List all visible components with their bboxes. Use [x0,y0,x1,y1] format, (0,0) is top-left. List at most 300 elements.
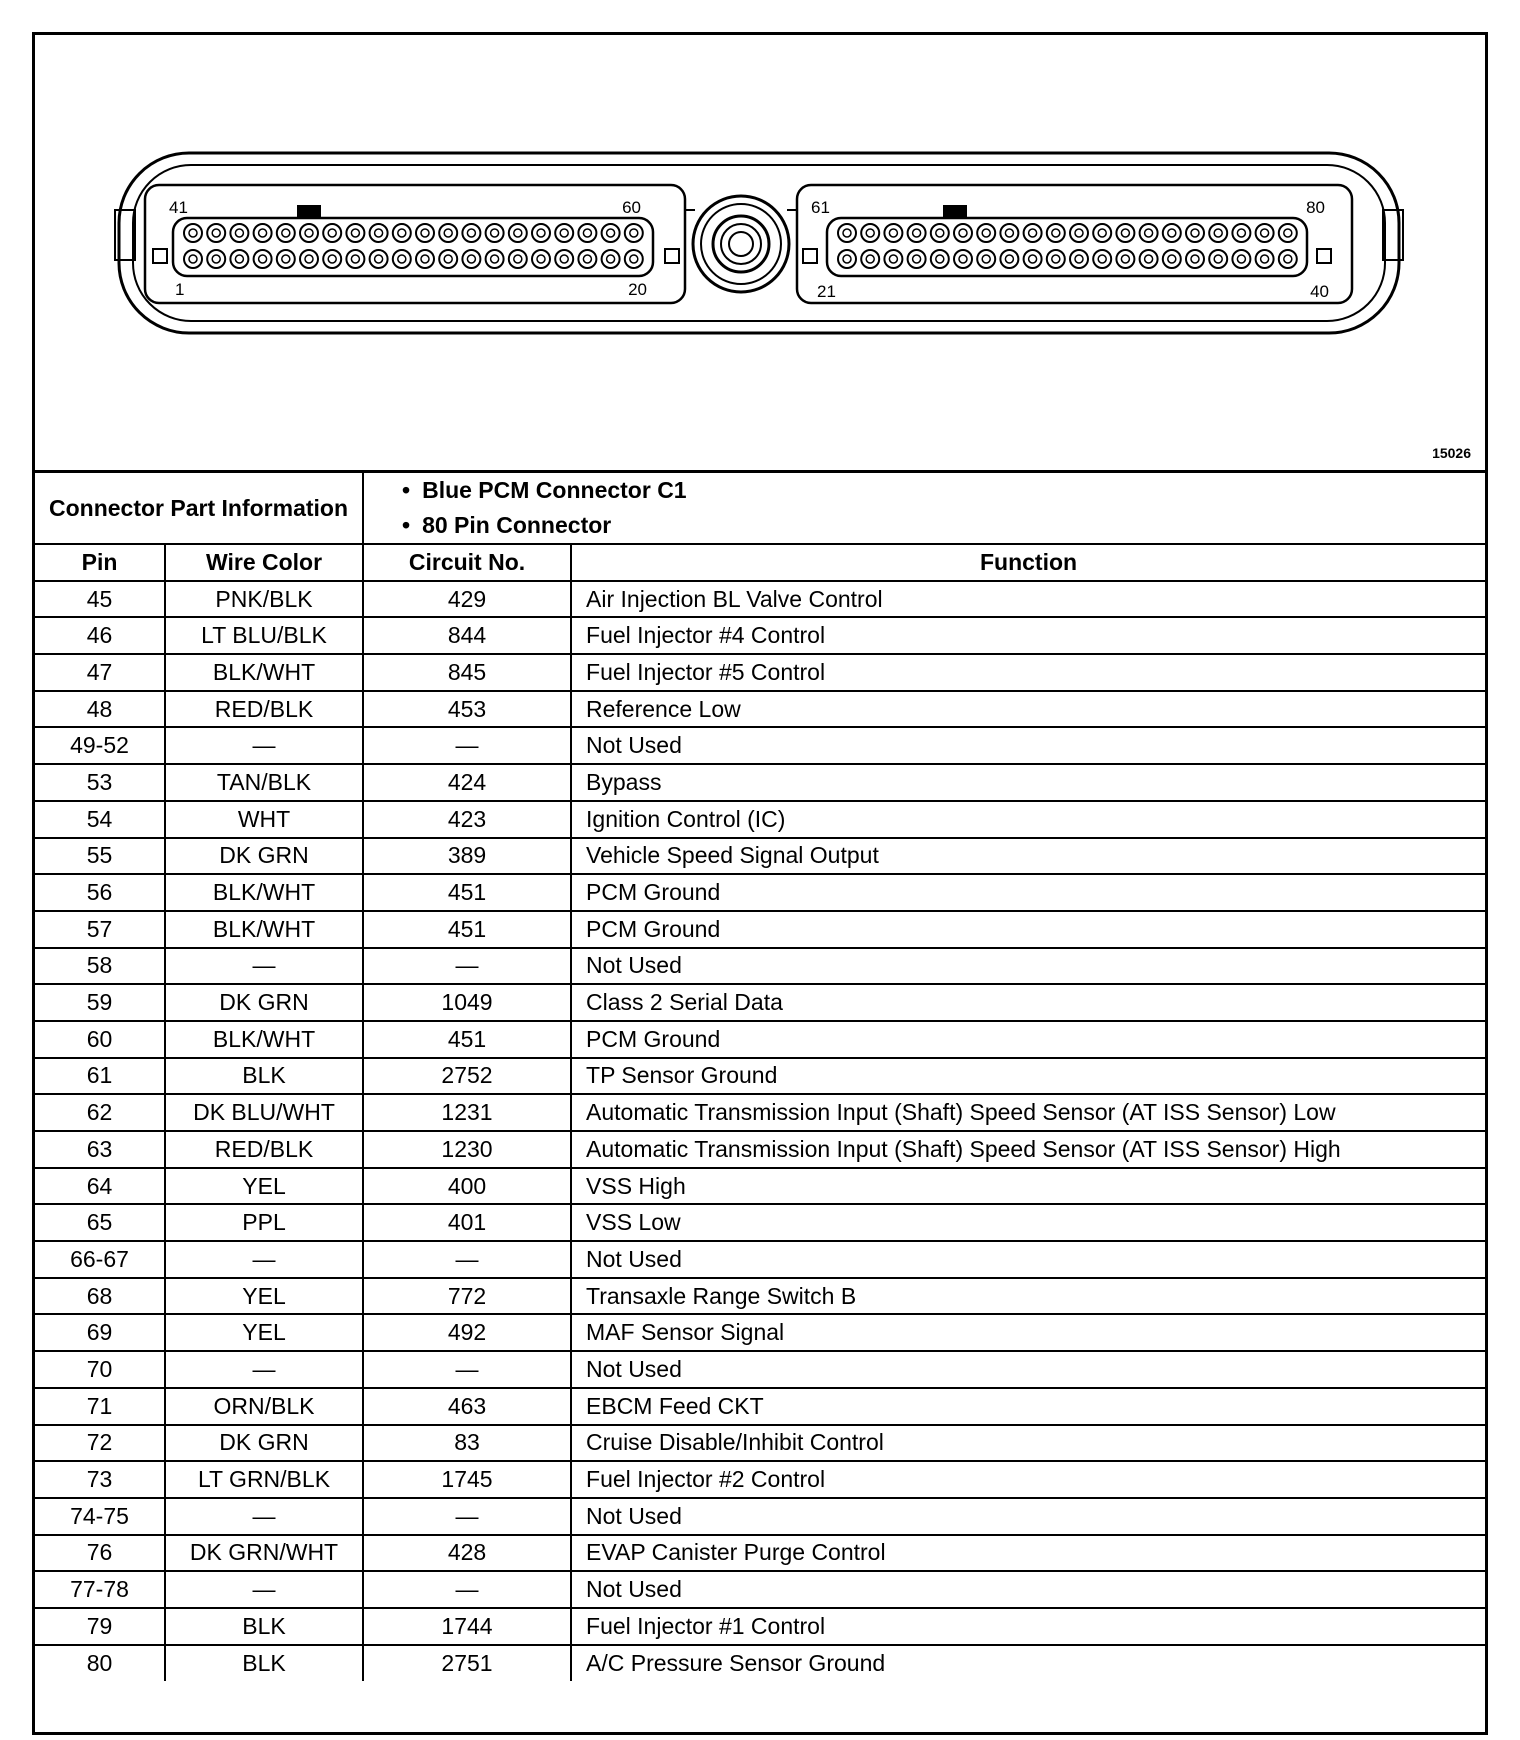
pin-contact [1052,255,1060,263]
cell-wire-color: PNK/BLK [165,581,363,618]
pin-contact [375,229,383,237]
cell-function: Ignition Control (IC) [571,801,1485,838]
pin-cavity [1140,250,1158,268]
pin-contact [843,255,851,263]
pin-contact [1075,255,1083,263]
pin-contact [259,255,267,263]
pin-cavity [1116,250,1134,268]
table-row [35,764,1485,801]
pin-contact [282,229,290,237]
pin-contact [982,229,990,237]
pin-contact [1029,229,1037,237]
cell-pin: 55 [35,838,165,875]
pin-contact [936,229,944,237]
pin-cavity [207,224,225,242]
cell-wire-color: YEL [165,1278,363,1315]
cell-wire-color: BLK/WHT [165,911,363,948]
cell-pin: 46 [35,617,165,654]
table-row [35,838,1485,875]
cell-function: Automatic Transmission Input (Shaft) Speed Sensor (AT ISS Sensor) Low [571,1094,1485,1131]
table-row [35,1094,1485,1131]
pin-contact [1237,255,1245,263]
cell-wire-color: — [165,948,363,985]
pin-cavity [884,224,902,242]
pin-cavity [1209,224,1227,242]
pin-label-60: 60 [622,198,641,217]
cell-function: Fuel Injector #2 Control [571,1461,1485,1498]
pin-label-41: 41 [169,198,188,217]
pin-cavity [532,224,550,242]
cell-pin: 53 [35,764,165,801]
cell-wire-color: DK GRN [165,1425,363,1462]
pin-contact [889,255,897,263]
pin-grid-left [184,224,643,268]
pin-cavity [439,224,457,242]
pin-contact [583,255,591,263]
cell-wire-color: WHT [165,801,363,838]
pin-cavity [277,250,295,268]
cell-wire-color: YEL [165,1168,363,1205]
pin-contact [212,255,220,263]
cell-circuit-no: 844 [363,617,571,654]
cell-pin: 62 [35,1094,165,1131]
pin-cavity [184,250,202,268]
pin-contact [328,229,336,237]
table-row [35,948,1485,985]
pin-contact [375,255,383,263]
pin-contact [1191,255,1199,263]
table-row [35,1351,1485,1388]
cell-circuit-no: — [363,1498,571,1535]
cell-circuit-no: — [363,948,571,985]
connector-info-row [35,472,1485,545]
pin-contact [959,229,967,237]
pin-cavity [486,250,504,268]
cell-circuit-no: 400 [363,1168,571,1205]
cell-wire-color: YEL [165,1314,363,1351]
pin-contact [1284,229,1292,237]
table-row [35,1131,1485,1168]
pin-contact [1168,229,1176,237]
cell-function: Transaxle Range Switch B [571,1278,1485,1315]
pin-contact [1145,255,1153,263]
cell-function: Vehicle Speed Signal Output [571,838,1485,875]
cell-pin: 65 [35,1204,165,1241]
pin-contact [235,255,243,263]
cell-function: Reference Low [571,691,1485,728]
cell-wire-color: DK GRN/WHT [165,1535,363,1572]
pin-contact [398,229,406,237]
cell-circuit-no: 1049 [363,984,571,1021]
cell-circuit-no: 429 [363,581,571,618]
cell-pin: 73 [35,1461,165,1498]
pin-cavity [1232,250,1250,268]
pin-cavity [931,224,949,242]
cell-pin: 57 [35,911,165,948]
cell-function: Not Used [571,1498,1485,1535]
pin-contact [1261,229,1269,237]
pin-contact [1145,229,1153,237]
table-row [35,1425,1485,1462]
cell-circuit-no: 845 [363,654,571,691]
pin-cavity [462,250,480,268]
table-row [35,1571,1485,1608]
pin-cavity [486,224,504,242]
table-header-row [35,544,1485,581]
cell-circuit-no: — [363,1241,571,1278]
table-row [35,1498,1485,1535]
pin-contact [913,255,921,263]
pin-contact [1098,255,1106,263]
cell-wire-color: — [165,1571,363,1608]
pin-contact [959,255,967,263]
table-row [35,1204,1485,1241]
table-row [35,1388,1485,1425]
pin-cavity [1024,224,1042,242]
cell-function: Fuel Injector #1 Control [571,1608,1485,1645]
pin-cavity [908,250,926,268]
pin-cavity [908,224,926,242]
connector-face-illustration [35,35,1485,470]
cell-circuit-no: 453 [363,691,571,728]
cell-function: TP Sensor Ground [571,1058,1485,1095]
cell-wire-color: LT GRN/BLK [165,1461,363,1498]
pin-contact [1237,229,1245,237]
cell-wire-color: BLK [165,1058,363,1095]
pin-contact [1005,229,1013,237]
cell-circuit-no: 423 [363,801,571,838]
header-wire-color: Wire Color [165,544,363,581]
pin-contact [1214,229,1222,237]
table-row [35,911,1485,948]
cell-function: VSS High [571,1168,1485,1205]
pin-contact [560,229,568,237]
table-row [35,1314,1485,1351]
cell-circuit-no: 1744 [363,1608,571,1645]
pin-cavity [625,250,643,268]
pin-cavity [884,250,902,268]
cell-wire-color: — [165,1498,363,1535]
cell-wire-color: — [165,1241,363,1278]
cell-pin: 61 [35,1058,165,1095]
pin-cavity [230,224,248,242]
cell-wire-color: ORN/BLK [165,1388,363,1425]
cell-function: Class 2 Serial Data [571,984,1485,1021]
pin-contact [189,255,197,263]
cell-circuit-no: 83 [363,1425,571,1462]
cell-circuit-no: — [363,727,571,764]
connector-info-item: • Blue PCM Connector C1 [402,473,1485,508]
cell-function: Air Injection BL Valve Control [571,581,1485,618]
pin-contact [328,255,336,263]
pin-contact [583,229,591,237]
header-function: Function [571,544,1485,581]
cell-circuit-no: 1745 [363,1461,571,1498]
table-row [35,801,1485,838]
pin-label-21: 21 [817,282,836,301]
table-row [35,1645,1485,1682]
pin-cavity [370,250,388,268]
connector-info-label: Connector Part Information [35,472,363,545]
pin-cavity [300,224,318,242]
pin-contact [444,229,452,237]
pin-contact [514,255,522,263]
cell-pin: 49-52 [35,727,165,764]
pin-cavity [1163,224,1181,242]
cell-circuit-no: 492 [363,1314,571,1351]
pin-contact [866,229,874,237]
pin-cavity [254,250,272,268]
pin-contact [421,229,429,237]
pin-contact [1052,229,1060,237]
pin-cavity [1093,224,1111,242]
cell-function: Not Used [571,727,1485,764]
pin-contact [1005,255,1013,263]
pin-cavity [1047,224,1065,242]
pin-label-61: 61 [811,198,830,217]
pin-contact [1029,255,1037,263]
pin-contact [843,229,851,237]
cell-wire-color: RED/BLK [165,691,363,728]
cell-function: MAF Sensor Signal [571,1314,1485,1351]
cell-wire-color: DK GRN [165,838,363,875]
pin-cavity [393,224,411,242]
pin-cavity [861,250,879,268]
pin-cavity [861,224,879,242]
pin-label-20: 20 [628,280,647,299]
pin-cavity [1116,224,1134,242]
pin-cavity [184,224,202,242]
table-row [35,1241,1485,1278]
cell-function: Not Used [571,1241,1485,1278]
pin-cavity [1256,224,1274,242]
cell-circuit-no: 389 [363,838,571,875]
cell-wire-color: LT BLU/BLK [165,617,363,654]
pin-contact [514,229,522,237]
pin-contact [444,255,452,263]
pin-contact [630,229,638,237]
pin-contact [421,255,429,263]
pin-cavity [1186,224,1204,242]
cell-wire-color: BLK/WHT [165,1021,363,1058]
pin-cavity [954,224,972,242]
cell-circuit-no: 2752 [363,1058,571,1095]
pin-cavity [230,250,248,268]
cell-wire-color: PPL [165,1204,363,1241]
pin-contact [560,255,568,263]
pin-contact [936,255,944,263]
cell-wire-color: BLK [165,1645,363,1682]
pin-contact [235,229,243,237]
pin-label-80: 80 [1306,198,1325,217]
cell-wire-color: DK GRN [165,984,363,1021]
table-row [35,581,1485,618]
pin-cavity [509,224,527,242]
table-row [35,617,1485,654]
cell-pin: 54 [35,801,165,838]
cell-function: VSS Low [571,1204,1485,1241]
pin-contact [1284,255,1292,263]
pin-cavity [416,250,434,268]
pin-cavity [602,224,620,242]
cell-function: EBCM Feed CKT [571,1388,1485,1425]
table-row [35,1021,1485,1058]
cell-circuit-no: 2751 [363,1645,571,1682]
cell-circuit-no: 463 [363,1388,571,1425]
pin-cavity [323,224,341,242]
cell-function: Not Used [571,948,1485,985]
pin-cavity [346,224,364,242]
figure-number: 15026 [1432,445,1471,461]
pin-cavity [1070,224,1088,242]
table-row [35,1058,1485,1095]
pin-contact [282,255,290,263]
pin-cavity [625,224,643,242]
pin-contact [1121,229,1129,237]
pin-cavity [1279,250,1297,268]
pin-cavity [254,224,272,242]
cell-circuit-no: 1230 [363,1131,571,1168]
connector-diagram [35,35,1485,470]
cell-pin: 59 [35,984,165,1021]
pin-contact [982,255,990,263]
pin-cavity [462,224,480,242]
pin-contact [212,229,220,237]
cell-circuit-no: 772 [363,1278,571,1315]
cell-function: Not Used [571,1571,1485,1608]
pin-contact [1214,255,1222,263]
table-row [35,654,1485,691]
table-row [35,1278,1485,1315]
pin-cavity [578,224,596,242]
cell-pin: 60 [35,1021,165,1058]
cell-circuit-no: 451 [363,874,571,911]
pin-contact [491,229,499,237]
pin-contact [351,255,359,263]
cell-function: Fuel Injector #4 Control [571,617,1485,654]
pin-contact [537,255,545,263]
table-row [35,691,1485,728]
cell-function: PCM Ground [571,1021,1485,1058]
cell-pin: 70 [35,1351,165,1388]
cell-circuit-no: — [363,1351,571,1388]
table-row [35,1461,1485,1498]
cell-function: Cruise Disable/Inhibit Control [571,1425,1485,1462]
pin-cavity [346,250,364,268]
pin-cavity [1047,250,1065,268]
cell-wire-color: BLK/WHT [165,874,363,911]
pin-table [35,470,1485,1681]
connector-info-item: • 80 Pin Connector [402,508,1485,543]
pin-label-1: 1 [175,280,185,299]
cell-pin: 56 [35,874,165,911]
pin-contact [1098,229,1106,237]
connector-info-list [363,472,1485,545]
pin-contact [1121,255,1129,263]
cell-wire-color: BLK/WHT [165,654,363,691]
cell-circuit-no: — [363,1571,571,1608]
pin-cavity [300,250,318,268]
pin-contact [537,229,545,237]
header-circuit-no: Circuit No. [363,544,571,581]
pin-cavity [578,250,596,268]
table-row [35,984,1485,1021]
pin-cavity [277,224,295,242]
cell-function: PCM Ground [571,874,1485,911]
cell-pin: 77-78 [35,1571,165,1608]
pin-contact [1168,255,1176,263]
pin-cavity [532,250,550,268]
pin-cavity [977,224,995,242]
pin-contact [305,255,313,263]
pin-cavity [1256,250,1274,268]
pin-cavity [555,250,573,268]
cell-pin: 64 [35,1168,165,1205]
cell-pin: 48 [35,691,165,728]
pin-contact [1191,229,1199,237]
cell-pin: 69 [35,1314,165,1351]
cell-pin: 47 [35,654,165,691]
cell-circuit-no: 401 [363,1204,571,1241]
cell-pin: 74-75 [35,1498,165,1535]
cell-pin: 76 [35,1535,165,1572]
table-row [35,1608,1485,1645]
cell-function: A/C Pressure Sensor Ground [571,1645,1485,1682]
pin-cavity [1093,250,1111,268]
pin-cavity [207,250,225,268]
pin-cavity [1279,224,1297,242]
pin-cavity [1140,224,1158,242]
cell-pin: 63 [35,1131,165,1168]
table-row [35,1168,1485,1205]
pin-cavity [1209,250,1227,268]
cell-function: PCM Ground [571,911,1485,948]
pin-contact [351,229,359,237]
pin-contact [305,229,313,237]
pin-cavity [439,250,457,268]
pin-cavity [1024,250,1042,268]
pin-contact [259,229,267,237]
cell-circuit-no: 451 [363,1021,571,1058]
header-pin: Pin [35,544,165,581]
pin-contact [491,255,499,263]
cell-pin: 80 [35,1645,165,1682]
pin-cavity [1186,250,1204,268]
cell-pin: 68 [35,1278,165,1315]
cell-wire-color: DK BLU/WHT [165,1094,363,1131]
pin-cavity [416,224,434,242]
pin-cavity [1000,250,1018,268]
cell-function: EVAP Canister Purge Control [571,1535,1485,1572]
pin-cavity [1070,250,1088,268]
document-frame [32,32,1488,1735]
pin-cavity [977,250,995,268]
pin-contact [189,229,197,237]
pin-cavity [323,250,341,268]
cell-wire-color: BLK [165,1608,363,1645]
table-row [35,1535,1485,1572]
pin-cavity [838,250,856,268]
pin-contact [607,229,615,237]
cell-function: Fuel Injector #5 Control [571,654,1485,691]
cell-pin: 72 [35,1425,165,1462]
cell-circuit-no: 428 [363,1535,571,1572]
table-row [35,874,1485,911]
pin-cavity [954,250,972,268]
pin-cavity [1000,224,1018,242]
pin-contact [630,255,638,263]
cell-circuit-no: 1231 [363,1094,571,1131]
